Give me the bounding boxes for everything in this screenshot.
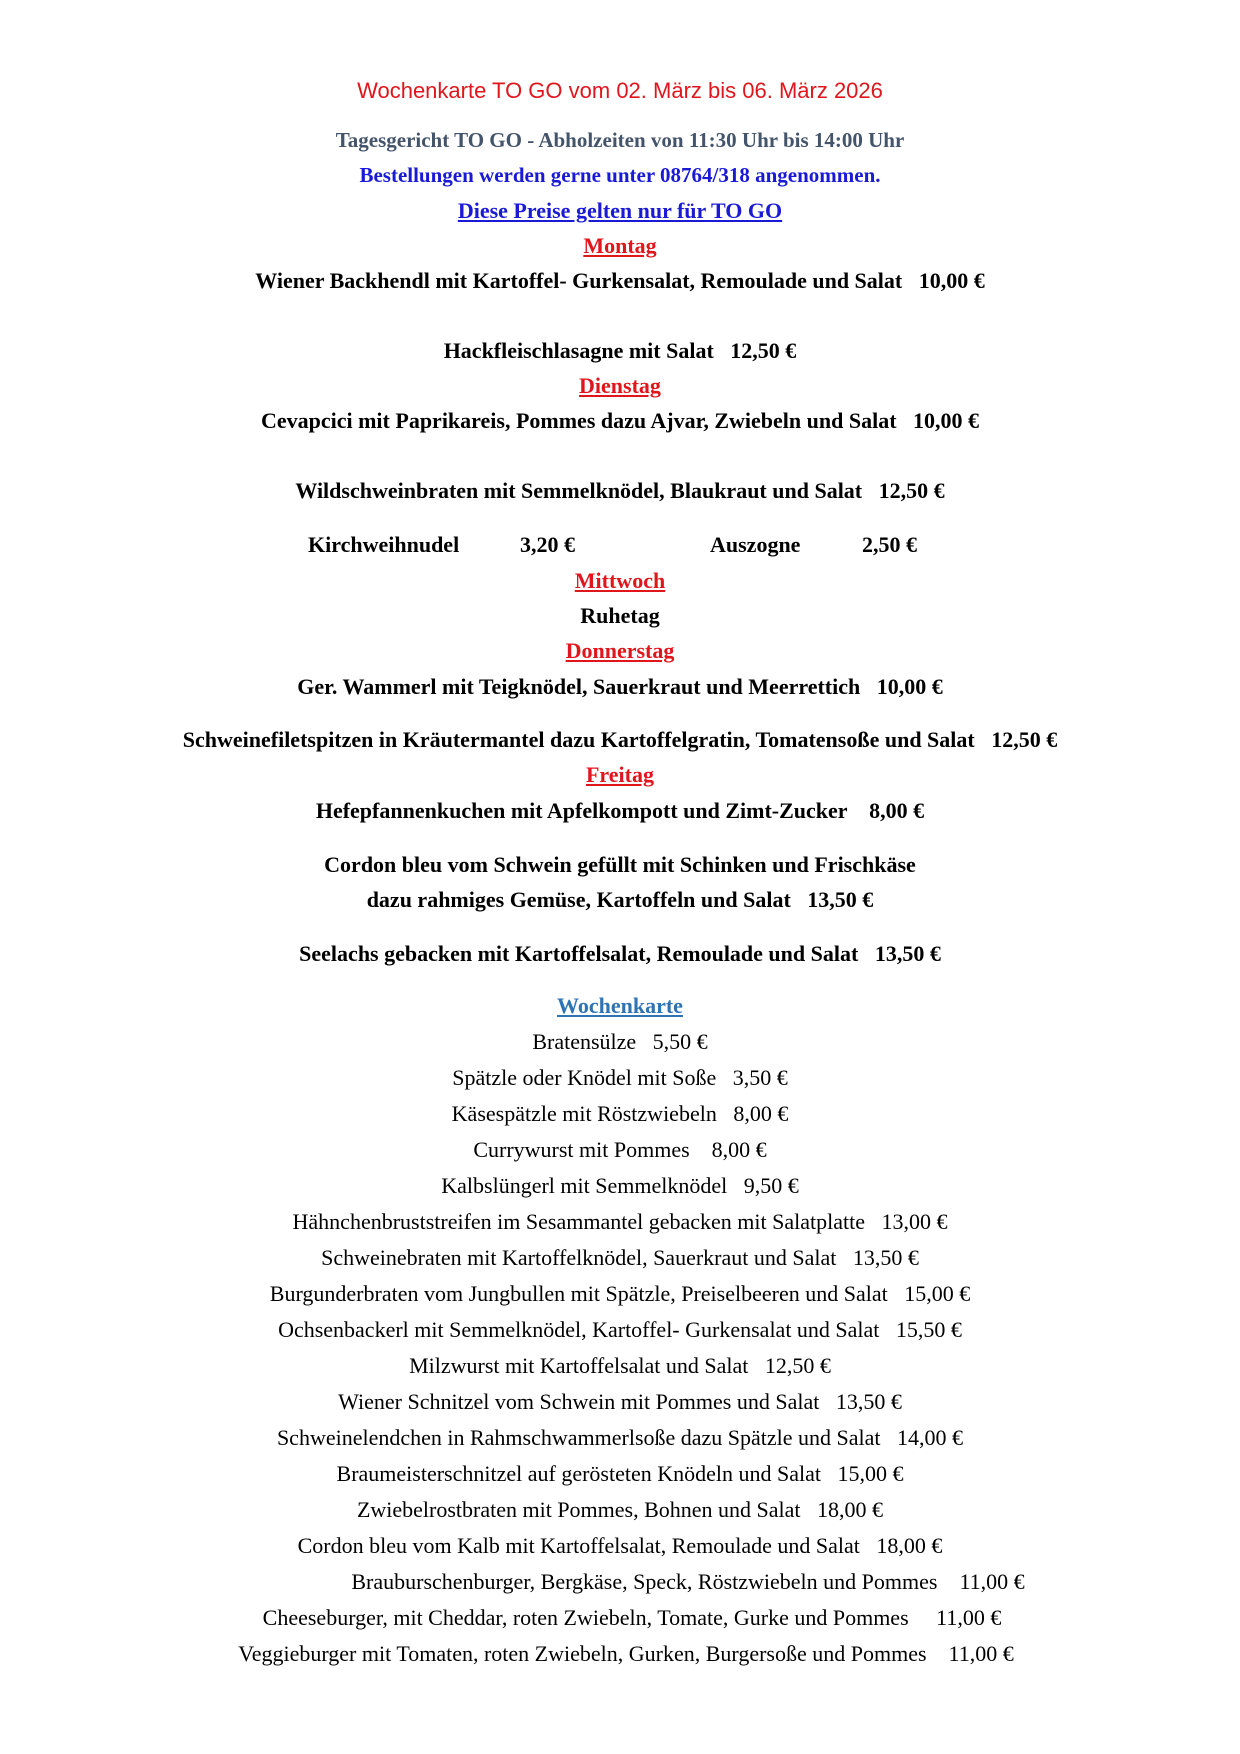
list-item: Käsespätzle mit Röstzwiebeln 8,00 €: [451, 1101, 789, 1126]
dish-donnerstag-1: Ger. Wammerl mit Teigknödel, Sauerkraut und Meerrettich 10,00 €: [297, 674, 943, 699]
list-item: Braumeisterschnitzel auf gerösteten Knödeln und Salat 15,00 €: [336, 1461, 904, 1486]
dish-freitag-3: Seelachs gebacken mit Kartoffelsalat, Remoulade und Salat 13,50 €: [299, 941, 941, 966]
list-item: Veggieburger mit Tomaten, roten Zwiebeln, Gurken, Burgersoße und Pommes 11,00 €: [238, 1641, 1014, 1666]
list-item: Schweinelendchen in Rahmschwammerlsoße dazu Spätzle und Salat 14,00 €: [276, 1425, 964, 1450]
dish-freitag-1: Hefepfannenkuchen mit Apfelkompott und Zimt-Zucker 8,00 €: [315, 798, 925, 823]
list-item: Hähnchenbruststreifen im Sesammantel gebacken mit Salatplatte 13,00 €: [292, 1209, 948, 1234]
list-item: Currywurst mit Pommes 8,00 €: [473, 1137, 767, 1162]
list-item: Burgunderbraten vom Jungbullen mit Spätzle, Preiselbeeren und Salat 15,00 €: [269, 1281, 971, 1306]
menu-title: Wochenkarte TO GO vom 02. März bis 06. März 2026: [357, 78, 883, 103]
day-heading-mittwoch: Mittwoch: [574, 568, 666, 593]
order-phone: Bestellungen werden gerne unter 08764/318 angenommen.: [359, 163, 881, 187]
pickup-times: Tagesgericht TO GO - Abholzeiten von 11:30 Uhr bis 14:00 Uhr: [335, 128, 905, 152]
day-heading-donnerstag: Donnerstag: [565, 638, 675, 663]
list-item: Cordon bleu vom Kalb mit Kartoffelsalat, Remoulade und Salat 18,00 €: [297, 1533, 943, 1558]
list-item: Bratensülze 5,50 €: [532, 1029, 708, 1054]
dish-montag-1: Wiener Backhendl mit Kartoffel- Gurkensalat, Remoulade und Salat 10,00 €: [255, 268, 985, 293]
extra-kirchweihnudel-name: Kirchweihnudel: [308, 532, 460, 557]
list-item: Milzwurst mit Kartoffelsalat und Salat 12,50 €: [409, 1353, 831, 1378]
ruhetag-text: Ruhetag: [580, 603, 660, 628]
dish-freitag-2-line1: Cordon bleu vom Schwein gefüllt mit Schinken und Frischkäse: [324, 852, 916, 877]
list-item: Kalbslüngerl mit Semmelknödel 9,50 €: [441, 1173, 799, 1198]
list-item: Brauburschenburger, Bergkäse, Speck, Röstzwiebeln und Pommes 11,00 €: [351, 1569, 1025, 1594]
extra-auszogne-name: Auszogne: [710, 532, 801, 557]
dish-dienstag-1: Cevapcici mit Paprikareis, Pommes dazu Ajvar, Zwiebeln und Salat 10,00 €: [260, 408, 980, 433]
dish-dienstag-2: Wildschweinbraten mit Semmelknödel, Blaukraut und Salat 12,50 €: [295, 478, 945, 503]
list-item: Cheeseburger, mit Cheddar, roten Zwiebeln, Tomate, Gurke und Pommes 11,00 €: [262, 1605, 1002, 1630]
list-item: Schweinebraten mit Kartoffelknödel, Sauerkraut und Salat 13,50 €: [321, 1245, 919, 1270]
list-item: Zwiebelrostbraten mit Pommes, Bohnen und Salat 18,00 €: [356, 1497, 884, 1522]
extra-kirchweihnudel-price: 3,20 €: [520, 532, 575, 557]
dish-donnerstag-2: Schweinefiletspitzen in Kräutermantel dazu Kartoffelgratin, Tomatensoße und Salat 12,50 €: [182, 727, 1058, 752]
list-item: Spätzle oder Knödel mit Soße 3,50 €: [452, 1065, 788, 1090]
day-heading-montag: Montag: [583, 233, 657, 258]
weekly-menu-heading: Wochenkarte: [557, 993, 683, 1018]
price-note: Diese Preise gelten nur für TO GO: [457, 198, 783, 223]
extra-auszogne-price: 2,50 €: [862, 532, 917, 557]
list-item: Wiener Schnitzel vom Schwein mit Pommes und Salat 13,50 €: [338, 1389, 902, 1414]
dienstag-extras: [0, 534, 1240, 558]
day-heading-freitag: Freitag: [585, 762, 654, 787]
list-item: Ochsenbackerl mit Semmelknödel, Kartoffel- Gurkensalat und Salat 15,50 €: [278, 1317, 962, 1342]
day-heading-dienstag: Dienstag: [579, 373, 661, 398]
dish-freitag-2-line2: dazu rahmiges Gemüse, Kartoffeln und Salat 13,50 €: [366, 887, 874, 912]
dish-montag-2: Hackfleischlasagne mit Salat 12,50 €: [443, 338, 797, 363]
